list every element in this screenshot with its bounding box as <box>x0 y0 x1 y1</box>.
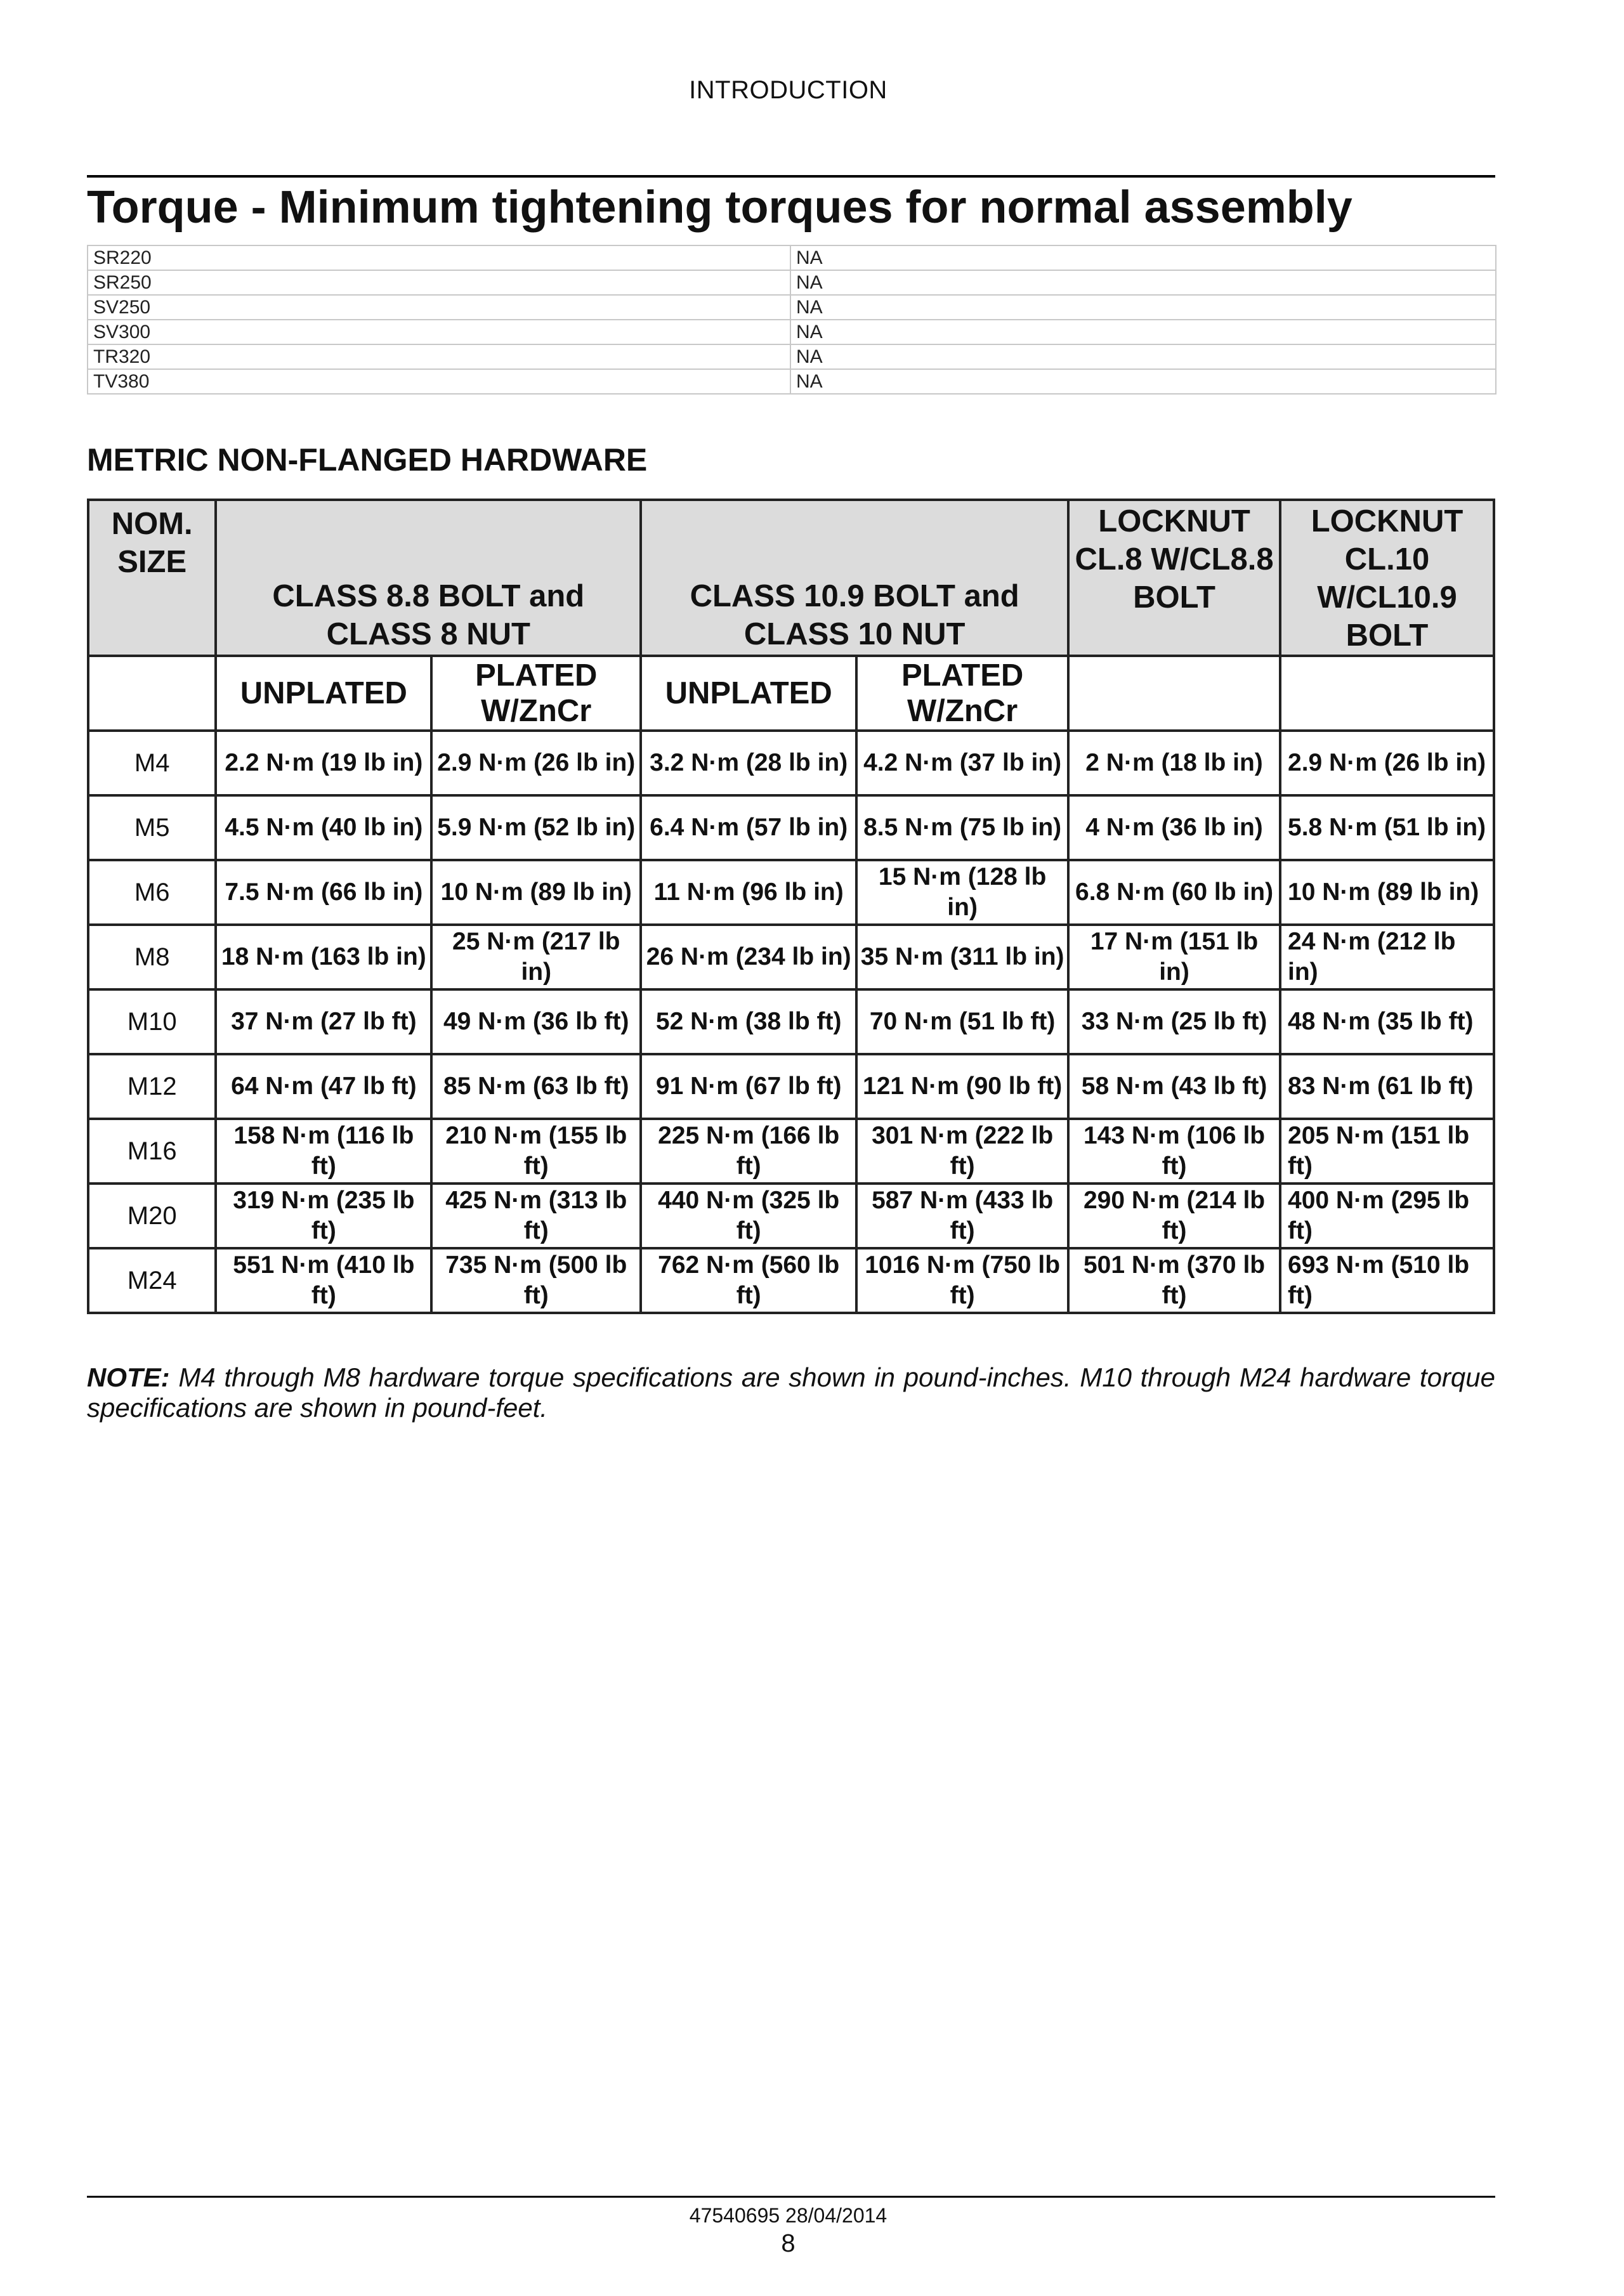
model-applicability-table <box>87 245 1496 395</box>
locknut-cl10-cell: 400 N·m (295 lb ft) <box>1280 1184 1494 1248</box>
size-cell: M12 <box>88 1054 216 1119</box>
class-10-9-plated-cell: 301 N·m (222 lb ft) <box>856 1119 1068 1184</box>
class-8-8-unplated-cell: 37 N·m (27 lb ft) <box>216 989 431 1054</box>
class-8-8-unplated-cell: 158 N·m (116 lb ft) <box>216 1119 431 1184</box>
locknut-cl8-header: LOCKNUT CL.8 W/CL8.8 BOLT <box>1068 500 1280 656</box>
size-cell: M8 <box>88 925 216 989</box>
class-10-9-plated-cell: 4.2 N·m (37 lb in) <box>856 731 1068 795</box>
model-row <box>88 320 1496 344</box>
locknut-cl10-cell: 2.9 N·m (26 lb in) <box>1280 731 1494 795</box>
size-cell: M5 <box>88 795 216 860</box>
note-text: M4 through M8 hardware torque specifications are shown in pound-inches. M10 through M24 hardware torque specifications are shown in pound-feet. <box>87 1362 1495 1423</box>
table-row <box>88 1248 1494 1313</box>
header-row <box>88 500 1494 656</box>
model-name-cell: SR220 <box>88 245 790 270</box>
section-title: METRIC NON-FLANGED HARDWARE <box>87 442 648 478</box>
nom-size-header: NOM. SIZE <box>88 500 216 656</box>
table-row <box>88 860 1494 925</box>
table-row <box>88 731 1494 795</box>
class-10-9-plated-cell: 15 N·m (128 lb in) <box>856 860 1068 925</box>
locknut-cl8-cell: 501 N·m (370 lb ft) <box>1068 1248 1280 1313</box>
class-8-8-unplated-cell: 551 N·m (410 lb ft) <box>216 1248 431 1313</box>
size-cell: M24 <box>88 1248 216 1313</box>
note-label: NOTE: <box>87 1362 170 1392</box>
model-value-cell: NA <box>790 245 1496 270</box>
class-10-9-unplated-cell: 225 N·m (166 lb ft) <box>641 1119 856 1184</box>
size-cell: M10 <box>88 989 216 1054</box>
class-10-9-unplated-cell: 762 N·m (560 lb ft) <box>641 1248 856 1313</box>
empty-subheader-cell <box>1280 656 1494 731</box>
locknut-cl8-cell: 17 N·m (151 lb in) <box>1068 925 1280 989</box>
class-10-9-unplated-header: UNPLATED <box>641 656 856 731</box>
locknut-cl10-cell: 10 N·m (89 lb in) <box>1280 860 1494 925</box>
locknut-cl10-cell: 693 N·m (510 lb ft) <box>1280 1248 1494 1313</box>
locknut-cl8-cell: 6.8 N·m (60 lb in) <box>1068 860 1280 925</box>
empty-subheader-cell <box>88 656 216 731</box>
locknut-cl8-cell: 290 N·m (214 lb ft) <box>1068 1184 1280 1248</box>
locknut-cl10-header: LOCKNUT CL.10 W/CL10.9 BOLT <box>1280 500 1494 656</box>
class-10-9-unplated-cell: 6.4 N·m (57 lb in) <box>641 795 856 860</box>
table-row <box>88 925 1494 989</box>
class-10-9-plated-cell: 35 N·m (311 lb in) <box>856 925 1068 989</box>
class-10-9-unplated-cell: 11 N·m (96 lb in) <box>641 860 856 925</box>
model-value-cell: NA <box>790 320 1496 344</box>
class-8-8-header: CLASS 8.8 BOLT and CLASS 8 NUT <box>216 500 641 656</box>
class-8-8-unplated-cell: 2.2 N·m (19 lb in) <box>216 731 431 795</box>
class-10-9-plated-cell: 1016 N·m (750 lb ft) <box>856 1248 1068 1313</box>
table-row <box>88 795 1494 860</box>
class-10-9-plated-header: PLATED W/ZnCr <box>856 656 1068 731</box>
locknut-cl8-cell: 4 N·m (36 lb in) <box>1068 795 1280 860</box>
table-row <box>88 1054 1494 1119</box>
size-cell: M6 <box>88 860 216 925</box>
header-rule <box>87 175 1495 178</box>
model-row <box>88 270 1496 295</box>
locknut-cl8-cell: 33 N·m (25 lb ft) <box>1068 989 1280 1054</box>
class-10-9-plated-cell: 70 N·m (51 lb ft) <box>856 989 1068 1054</box>
class-8-8-unplated-cell: 319 N·m (235 lb ft) <box>216 1184 431 1248</box>
model-value-cell: NA <box>790 344 1496 369</box>
model-value-cell: NA <box>790 295 1496 320</box>
model-row <box>88 344 1496 369</box>
class-8-8-unplated-cell: 4.5 N·m (40 lb in) <box>216 795 431 860</box>
model-name-cell: SV300 <box>88 320 790 344</box>
locknut-cl8-cell: 2 N·m (18 lb in) <box>1068 731 1280 795</box>
class-8-8-plated-cell: 2.9 N·m (26 lb in) <box>431 731 641 795</box>
table-row <box>88 1184 1494 1248</box>
locknut-cl8-cell: 58 N·m (43 lb ft) <box>1068 1054 1280 1119</box>
locknut-cl8-cell: 143 N·m (106 lb ft) <box>1068 1119 1280 1184</box>
note-paragraph <box>87 1362 1495 1423</box>
model-name-cell: SV250 <box>88 295 790 320</box>
class-8-8-unplated-cell: 64 N·m (47 lb ft) <box>216 1054 431 1119</box>
table-row <box>88 1119 1494 1184</box>
model-value-cell: NA <box>790 270 1496 295</box>
page-number: 8 <box>781 2229 796 2257</box>
locknut-cl10-cell: 5.8 N·m (51 lb in) <box>1280 795 1494 860</box>
model-row <box>88 295 1496 320</box>
model-value-cell: NA <box>790 369 1496 394</box>
subheader-row <box>88 656 1494 731</box>
class-10-9-plated-cell: 587 N·m (433 lb ft) <box>856 1184 1068 1248</box>
model-name-cell: TV380 <box>88 369 790 394</box>
class-10-9-header: CLASS 10.9 BOLT and CLASS 10 NUT <box>641 500 1068 656</box>
class-10-9-unplated-cell: 26 N·m (234 lb in) <box>641 925 856 989</box>
locknut-cl10-cell: 83 N·m (61 lb ft) <box>1280 1054 1494 1119</box>
class-8-8-plated-cell: 210 N·m (155 lb ft) <box>431 1119 641 1184</box>
class-10-9-unplated-cell: 52 N·m (38 lb ft) <box>641 989 856 1054</box>
class-8-8-plated-cell: 25 N·m (217 lb in) <box>431 925 641 989</box>
class-8-8-plated-cell: 10 N·m (89 lb in) <box>431 860 641 925</box>
model-row <box>88 245 1496 270</box>
table-row <box>88 989 1494 1054</box>
class-10-9-unplated-cell: 440 N·m (325 lb ft) <box>641 1184 856 1248</box>
size-cell: M4 <box>88 731 216 795</box>
class-8-8-plated-cell: 5.9 N·m (52 lb in) <box>431 795 641 860</box>
class-10-9-unplated-cell: 3.2 N·m (28 lb in) <box>641 731 856 795</box>
class-10-9-plated-cell: 121 N·m (90 lb ft) <box>856 1054 1068 1119</box>
class-8-8-plated-cell: 49 N·m (36 lb ft) <box>431 989 641 1054</box>
model-row <box>88 369 1496 394</box>
empty-subheader-cell <box>1068 656 1280 731</box>
class-10-9-plated-cell: 8.5 N·m (75 lb in) <box>856 795 1068 860</box>
class-8-8-unplated-header: UNPLATED <box>216 656 431 731</box>
class-8-8-unplated-cell: 7.5 N·m (66 lb in) <box>216 860 431 925</box>
page-title: Torque - Minimum tightening torques for normal assembly <box>87 182 1352 233</box>
class-8-8-plated-cell: 735 N·m (500 lb ft) <box>431 1248 641 1313</box>
running-header: INTRODUCTION <box>689 76 887 104</box>
class-8-8-plated-cell: 425 N·m (313 lb ft) <box>431 1184 641 1248</box>
locknut-cl10-cell: 24 N·m (212 lb in) <box>1280 925 1494 989</box>
class-8-8-plated-header: PLATED W/ZnCr <box>431 656 641 731</box>
size-cell: M16 <box>88 1119 216 1184</box>
class-10-9-unplated-cell: 91 N·m (67 lb ft) <box>641 1054 856 1119</box>
locknut-cl10-cell: 205 N·m (151 lb ft) <box>1280 1119 1494 1184</box>
locknut-cl10-cell: 48 N·m (35 lb ft) <box>1280 989 1494 1054</box>
model-name-cell: SR250 <box>88 270 790 295</box>
class-8-8-plated-cell: 85 N·m (63 lb ft) <box>431 1054 641 1119</box>
torque-table <box>87 499 1495 1314</box>
document-number: 47540695 28/04/2014 <box>689 2204 887 2227</box>
footer-rule <box>87 2196 1495 2198</box>
size-cell: M20 <box>88 1184 216 1248</box>
class-8-8-unplated-cell: 18 N·m (163 lb in) <box>216 925 431 989</box>
model-name-cell: TR320 <box>88 344 790 369</box>
